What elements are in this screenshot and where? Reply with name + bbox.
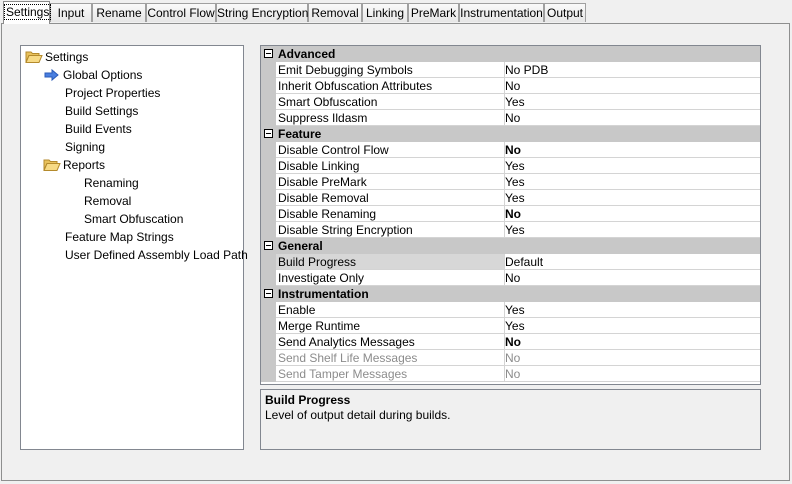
tree-node-build-settings[interactable] [65, 102, 138, 120]
tab-premark[interactable] [408, 3, 459, 22]
property-name: Build Progress [276, 254, 505, 270]
property-name: Disable Control Flow [276, 142, 505, 158]
tab-input[interactable] [50, 3, 92, 22]
property-row[interactable] [261, 206, 760, 222]
property-value[interactable]: Yes [503, 94, 760, 110]
property-name: Disable Removal [276, 190, 505, 206]
collapse-icon[interactable] [264, 289, 273, 298]
tab-string-encryption[interactable] [216, 3, 308, 22]
tree-node-renaming[interactable] [84, 174, 139, 192]
property-value[interactable]: Default [503, 254, 760, 270]
tab-strip [0, 0, 792, 24]
property-row[interactable] [261, 302, 760, 318]
property-value[interactable]: No [503, 78, 760, 94]
property-name: Inherit Obfuscation Attributes [276, 78, 505, 94]
property-value[interactable]: Yes [503, 174, 760, 190]
tree-node-label: Renaming [84, 176, 139, 190]
category-instrumentation[interactable] [261, 286, 760, 302]
property-name: Disable PreMark [276, 174, 505, 190]
property-row[interactable] [261, 174, 760, 190]
property-value[interactable]: No [503, 334, 760, 350]
property-row-disabled [261, 350, 760, 366]
tab-label: Output [546, 6, 584, 20]
property-row[interactable] [261, 78, 760, 94]
category-feature[interactable] [261, 126, 760, 142]
tab-control-flow[interactable] [146, 3, 216, 22]
tree-node-label: Removal [84, 194, 132, 208]
property-row-selected[interactable] [261, 254, 760, 270]
property-value[interactable]: No [503, 206, 760, 222]
property-value[interactable]: Yes [503, 222, 760, 238]
tree-node-label: Signing [65, 140, 106, 154]
category-general[interactable] [261, 238, 760, 254]
tab-label: Instrumentation [460, 6, 543, 20]
property-name: Enable [276, 302, 505, 318]
tab-label: String Encryption [217, 6, 309, 20]
property-name: Send Analytics Messages [276, 334, 505, 350]
property-row[interactable] [261, 270, 760, 286]
tree-node-assembly-load-path[interactable] [65, 246, 248, 264]
tree-node-feature-map-strings[interactable] [65, 228, 174, 246]
property-value[interactable]: Yes [503, 158, 760, 174]
tab-label: Rename [96, 6, 142, 20]
tree-node-label: Settings [45, 50, 89, 64]
property-value[interactable]: Yes [503, 318, 760, 334]
tree-node-label: User Defined Assembly Load Path [65, 248, 248, 262]
property-name: Merge Runtime [276, 318, 505, 334]
tree-node-label: Global Options [63, 68, 143, 82]
tab-linking[interactable] [362, 3, 408, 22]
property-grid[interactable] [260, 45, 761, 385]
tab-instrumentation[interactable] [459, 3, 544, 22]
tab-removal[interactable] [308, 3, 362, 22]
property-name: Send Tamper Messages [276, 366, 505, 382]
tree-node-label: Build Events [65, 122, 132, 136]
collapse-icon[interactable] [264, 49, 273, 58]
tree-node-label: Smart Obfuscation [84, 212, 184, 226]
property-name: Send Shelf Life Messages [276, 350, 505, 366]
property-value[interactable]: No [503, 270, 760, 286]
collapse-icon[interactable] [264, 129, 273, 138]
tab-label: Settings [6, 5, 50, 19]
tab-output[interactable] [544, 3, 586, 22]
property-value[interactable]: No [503, 142, 760, 158]
tree-node-label: Build Settings [65, 104, 139, 118]
tab-label: Control Flow [147, 6, 215, 20]
property-name: Suppress Ildasm [276, 110, 505, 126]
property-name: Emit Debugging Symbols [276, 62, 505, 78]
description-text: Level of output detail during builds. [265, 408, 451, 422]
tree-node-removal[interactable] [84, 192, 131, 210]
tree-node-project-properties[interactable] [65, 84, 160, 102]
property-row[interactable] [261, 190, 760, 206]
tree-node-signing[interactable] [65, 138, 105, 156]
property-value: No [503, 366, 760, 382]
property-name: Investigate Only [276, 270, 505, 286]
tree-node-smart-obfuscation[interactable] [84, 210, 183, 228]
tab-label: Input [57, 6, 85, 20]
category-title: General [278, 239, 323, 253]
property-description-pane [260, 389, 761, 450]
tree-node-label: Feature Map Strings [65, 230, 174, 244]
collapse-icon[interactable] [264, 241, 273, 250]
arrow-right-icon [43, 68, 61, 82]
tree-node-reports[interactable] [43, 156, 105, 174]
property-value: No [503, 350, 760, 366]
property-name: Smart Obfuscation [276, 94, 505, 110]
property-name: Disable Renaming [276, 206, 505, 222]
category-title: Instrumentation [278, 287, 369, 301]
category-advanced[interactable] [261, 46, 760, 62]
tab-label: Removal [311, 6, 359, 20]
tree-node-label: Project Properties [65, 86, 161, 100]
property-row[interactable] [261, 158, 760, 174]
property-row[interactable] [261, 94, 760, 110]
folder-open-icon [43, 158, 61, 172]
property-value[interactable]: Yes [503, 190, 760, 206]
property-value[interactable]: No [503, 110, 760, 126]
tree-node-label: Reports [63, 158, 106, 172]
description-title: Build Progress [265, 393, 351, 407]
folder-open-icon [25, 50, 43, 64]
category-title: Advanced [278, 47, 336, 61]
property-value[interactable]: No PDB [503, 62, 760, 78]
property-value[interactable]: Yes [503, 302, 760, 318]
property-name: Disable Linking [276, 158, 505, 174]
property-row[interactable] [261, 142, 760, 158]
tab-label: Linking [365, 6, 405, 20]
property-row-disabled [261, 366, 760, 382]
settings-tree[interactable] [20, 45, 248, 450]
category-title: Feature [278, 127, 322, 141]
tab-rename[interactable] [92, 3, 146, 22]
property-row[interactable] [261, 318, 760, 334]
tree-node-global-options[interactable] [43, 66, 142, 84]
tree-node-build-events[interactable] [65, 120, 132, 138]
property-row[interactable] [261, 110, 760, 126]
property-row[interactable] [261, 334, 760, 350]
property-row[interactable] [261, 222, 760, 238]
property-row[interactable] [261, 62, 760, 78]
tree-node-settings[interactable] [25, 48, 88, 66]
tab-label: PreMark [410, 6, 457, 20]
property-name: Disable String Encryption [276, 222, 505, 238]
tab-settings[interactable] [3, 1, 50, 24]
